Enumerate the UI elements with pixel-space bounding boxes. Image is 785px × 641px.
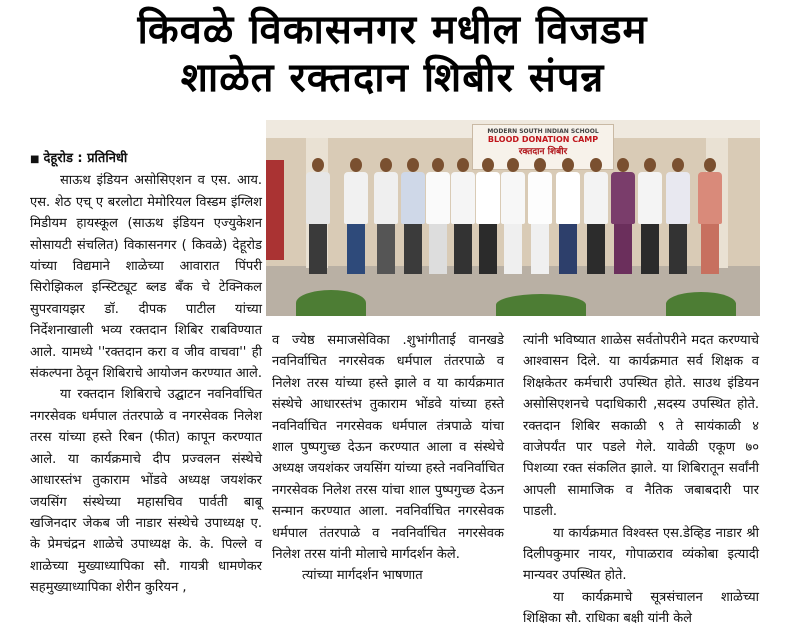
paragraph: या रक्तदान शिबिराचे उद्घाटन नवनिर्वाचित नगरसेवक धर्मपाल तंतरपाळे व नगरसेवक निलेश तरस यांच्या हस्ते रिबन (फीत) कापून करण्यात आले. या कार्यक्रमाचे दीप प्रज्वलन संस्थेचे आधारस्तंभ तुकाराम भोंडवे अध्यक्ष जयशंकर जयसिंग संस्थेच्या महासचिव पार्वती बाबू खजिनदार जेकब जी नाडार संस्थेचे उपाध्यक्ष ए. के प्रेमचंद्रन शाळेचे उपाध्यक्ष के. के. पिल्ले व शाळेच्या मुख्याध्यापिका सौ. गायत्री धामणेकर सहमुख्याध्यापिका शेरीन कुरियन , [30,387,262,596]
plant-icon [296,290,366,316]
paragraph: या कार्यक्रमाचे सूत्रसंचालन शाळेच्या शिक्षिका सौ. राधिका बक्षी यांनी केले [523,589,759,627]
article-column-3 [523,330,759,630]
banner-line-2: BLOOD DONATION CAMP [487,135,599,144]
event-photo [266,120,760,316]
photo-red-panel [266,160,284,260]
article-column-2 [272,330,504,587]
paragraph: या कार्यक्रमात विश्वस्त एस.डेव्हिड नाडार श्री दिलीपकुमार नायर, गोपाळराव व्यंकोबा इत्यादी मान्यवर उपस्थित होते. [523,525,759,584]
byline-text: देहूरोड : प्रतिनिधी [43,151,128,166]
banner-line-3: रक्तदान शिबीर [518,147,568,157]
plant-icon [496,294,586,316]
paragraph: साऊथ इंडियन असोसिएशन व एस. आय. एस. शेठ एच् ए बरलोटा मेमोरियल विस्डम इंग्लिश मिडीयम हायस्कूल (साऊथ इंडियन एज्युकेशन सोसायटी संचलित) विकासनगर ( किवळे) देहूरोड यांच्या विद्यमाने शाळेच्या आवारात पिंपरी सिरोझिकल इन्स्टिट्यूट ब्लड बँक चे टेक्निकल सुपरवायझर डॉ. दीपक पाटील यांच्या निर्देशनाखाली भव्य रक्तदान शिबिर राबविण्यात आले. यामध्ये ''रक्तदान करा व जीव वाचवा'' ही संकल्पना ठेवून शिबिराचे आयोजन करण्यात आले. [30,173,262,382]
paragraph: त्यांच्या मार्गदर्शन भाषणात [302,568,423,584]
bullet-icon: ■ [30,154,40,165]
paragraph: त्यांनी भविष्यात शाळेस सर्वतोपरीने मदत करण्याचे आश्वासन दिले. या कार्यक्रमात सर्व शिक्षक व शिक्षकेतर कर्मचारी उपस्थित होते. साउथ इंडियन असोसिएशनचे पदाधिकारी ,सदस्य उपस्थित होते. रक्तदान शिबिर सकाळी ९ ते सायंकाळी ४ वाजेपर्यंत पार पडले गेले. यावेळी एकूण ७० पिशव्या रक्त संकलित झाले. या शिबिरातून सर्वांनी आपली सामाजिक व नैतिक जबाबदारी पार पाडली. [523,333,759,520]
article-column-1 [30,148,262,599]
headline [0,6,785,102]
paragraph: व ज्येष्ठ समाजसेविका .शुभांगीताई वानखडे नवनिर्वाचित नगरसेवक धर्मपाल तंतरपाळे व निलेश तरस यांच्या हस्ते झाले व या कार्यक्रमात संस्थेचे आधारस्तंभ तुकाराम भोंडवे यांच्या हस्ते नवनिर्वाचित नगरसेवक धर्मपाल तंत्रपाळे यांचा शाल पुष्पगुच्छ देऊन करण्यात आला व संस्थेचे अध्यक्ष जयशंकर जयसिंग यांच्या हस्ते नवनिर्वाचित नगरसेवक निलेश तरस यांचा शाल पुष्पगुच्छ देऊन सन्मान करण्यात आला. नवनिर्वाचित नगरसेवक धर्मपाल तंतरपाळे व नवनिर्वाचित नगरसेवक निलेश तरस यांनी मोलाचे मार्गदर्शन केले. [272,333,504,563]
plant-icon [666,292,736,316]
banner-line-1: MODERN SOUTH INDIAN SCHOOL [487,128,599,135]
headline-line-2: शाळेत रक्तदान शिबीर संपन्न [180,55,605,101]
headline-line-1: किवळे विकासनगर मधील विजडम [137,7,648,53]
byline [30,148,262,170]
